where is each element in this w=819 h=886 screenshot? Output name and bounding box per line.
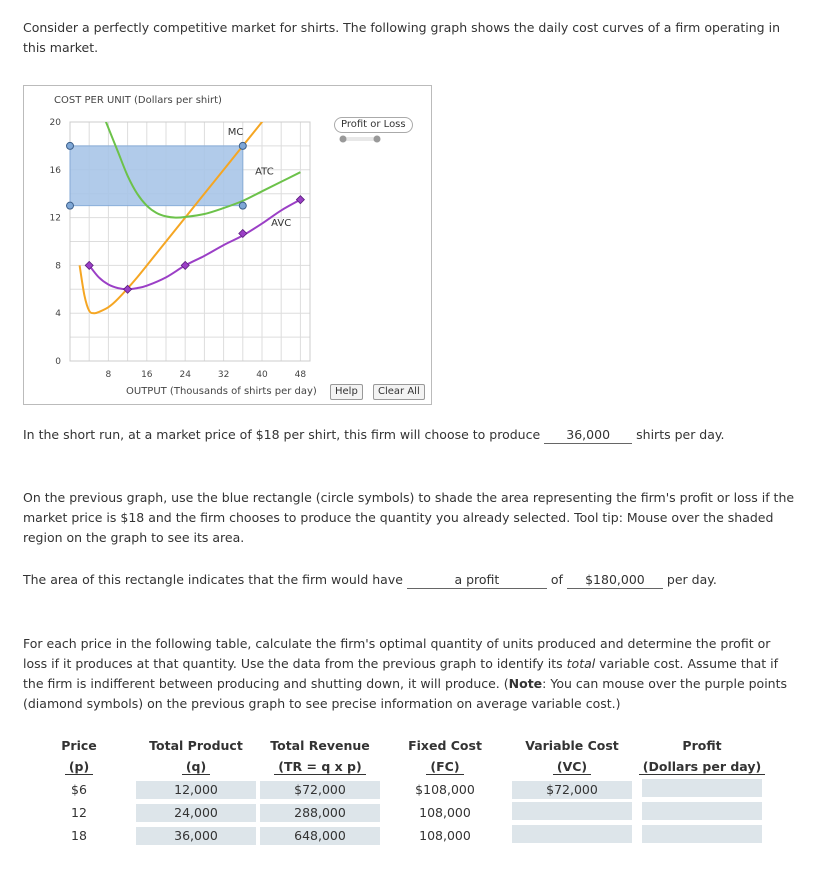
rectangle-corner-handle	[239, 202, 246, 209]
chart-svg[interactable]	[24, 86, 431, 404]
intro-text: Consider a perfectly competitive market for shirts. The following graph shows the daily cost curves of a firm operating in this market.	[23, 20, 780, 55]
table-header-top	[23, 734, 767, 756]
y-tick-label: 0	[55, 357, 61, 367]
fc-cell-wrap	[383, 824, 507, 847]
profit-input[interactable]	[642, 825, 762, 843]
x-tick-label: 32	[217, 370, 230, 380]
header-fixed-cost-unit: (FC)	[426, 759, 463, 775]
q4-text-italic: total	[566, 656, 596, 671]
table-header-bottom	[23, 756, 767, 778]
tr-cell-wrap	[257, 801, 383, 824]
profit-loss-dropdown[interactable]: a profit	[407, 572, 547, 589]
header-variable-cost-sub	[507, 756, 637, 778]
rectangle-corner-handle	[239, 142, 246, 149]
profit-input[interactable]	[642, 802, 762, 820]
profit-or-loss-tool[interactable]	[339, 135, 381, 143]
y-tick-label: 4	[55, 309, 61, 320]
header-fixed-cost-sub	[383, 756, 507, 778]
rectangle-corner-handle	[67, 142, 74, 149]
q3-suffix: per day.	[666, 572, 717, 587]
variable-cost-input[interactable]	[512, 802, 632, 820]
x-axis-label: OUTPUT (Thousands of shirts per day)	[126, 386, 317, 397]
q-cell-wrap	[135, 824, 257, 847]
q4-note-label: Note	[508, 676, 543, 691]
revenue-input[interactable]: $72,000	[260, 781, 380, 799]
avc-diamond-point	[296, 196, 304, 204]
avc-label: AVC	[271, 217, 292, 229]
variable-cost-input[interactable]: $72,000	[512, 781, 632, 799]
header-profit: Profit	[682, 737, 722, 753]
quantity-answer-field[interactable]: 36,000	[544, 427, 632, 444]
profit-rectangle	[70, 146, 243, 206]
table-row	[23, 801, 767, 824]
question-4	[23, 634, 798, 714]
quantity-input[interactable]: 24,000	[136, 804, 256, 822]
header-price: Price	[61, 737, 97, 753]
mc-label: MC	[227, 127, 244, 139]
fc-cell-wrap	[383, 778, 507, 801]
header-total-product: Total Product	[149, 737, 243, 753]
revenue-input[interactable]: 648,000	[260, 827, 380, 845]
x-tick-label: 48	[294, 370, 307, 380]
q4-text-a: For each price in the following table, calculate the firm's optimal quantity of units produced and determine the profit or loss if it produces at that quantity. Use the data from the previous graph to identify its	[23, 636, 771, 671]
y-axis-label: COST PER UNIT (Dollars per shirt)	[54, 95, 222, 106]
table-row	[23, 824, 767, 847]
header-total-revenue: Total Revenue	[270, 737, 370, 753]
profit-cell-wrap	[637, 801, 767, 824]
q4-text-b: variable cost. Assume that if the firm is indifferent between producing and shutting down, it will produce. (	[23, 656, 779, 691]
header-price-unit: (p)	[65, 759, 93, 775]
revenue-input[interactable]: 288,000	[260, 804, 380, 822]
question-2: On the previous graph, use the blue rectangle (circle symbols) to shade the area representing the firm's profit or loss if the market price is $18 and the firm chooses to produce the quantity you already selected. Tool tip: Mouse over the shaded region on the graph to see its area.	[23, 490, 795, 545]
x-tick-label: 16	[141, 370, 153, 380]
q3-middle: of	[550, 572, 563, 587]
q-cell-wrap	[135, 778, 257, 801]
q3-prefix: The area of this rectangle indicates that the firm would have	[23, 572, 403, 587]
fixed-cost-cell: 108,000	[419, 827, 471, 843]
header-fixed-cost: Fixed Cost	[408, 737, 482, 753]
quantity-input[interactable]: 36,000	[136, 827, 256, 845]
table-row	[23, 778, 767, 801]
fixed-cost-cell: 108,000	[419, 804, 471, 820]
avc-curve	[89, 200, 300, 290]
header-total-product-sub	[135, 756, 257, 778]
clear-all-button[interactable]: Clear All	[373, 384, 425, 400]
help-button[interactable]: Help	[330, 384, 363, 400]
fixed-cost-cell: $108,000	[415, 781, 475, 797]
x-tick-label: 8	[105, 370, 112, 380]
q-cell-wrap	[135, 801, 257, 824]
cost-table	[23, 734, 767, 847]
question-1	[23, 425, 803, 445]
fc-cell-wrap	[383, 801, 507, 824]
header-total-revenue-unit: (TR = q x p)	[274, 759, 365, 775]
q4-text-c: : You can mouse over the purple points (diamond symbols) on the previous graph to see precise information on average variable cost.)	[23, 676, 788, 711]
profit-cell-wrap	[637, 824, 767, 847]
header-profit-sub	[637, 756, 767, 778]
q1-suffix: shirts per day.	[636, 427, 725, 442]
y-tick-label: 20	[49, 118, 61, 128]
vc-cell-wrap	[507, 801, 637, 824]
price-cell: $6	[71, 782, 87, 797]
atc-label: ATC	[255, 166, 274, 178]
quantity-input[interactable]: 12,000	[136, 781, 256, 799]
profit-amount-field[interactable]: $180,000	[567, 572, 663, 589]
tr-cell-wrap	[257, 778, 383, 801]
header-variable-cost-unit: (VC)	[553, 759, 591, 775]
tr-cell-wrap	[257, 824, 383, 847]
profit-input[interactable]	[642, 779, 762, 797]
header-variable-cost: Variable Cost	[525, 737, 619, 753]
rectangle-corner-handle	[67, 202, 74, 209]
profit-cell-wrap	[637, 778, 767, 801]
header-total-revenue-sub	[257, 756, 383, 778]
y-tick-label: 8	[55, 261, 61, 272]
vc-cell-wrap	[507, 824, 637, 847]
q1-prefix: In the short run, at a market price of $18 per shirt, this firm will choose to produce	[23, 427, 541, 442]
x-tick-label: 40	[256, 370, 268, 380]
y-tick-label: 16	[49, 165, 61, 176]
vc-cell-wrap	[507, 778, 637, 801]
header-profit-unit: (Dollars per day)	[639, 759, 765, 775]
variable-cost-input[interactable]	[512, 825, 632, 843]
cost-curve-graph[interactable]	[23, 85, 432, 405]
y-tick-label: 12	[49, 213, 61, 224]
profit-or-loss-label: Profit or Loss	[334, 117, 413, 133]
header-total-product-unit: (q)	[182, 759, 210, 775]
x-tick-label: 24	[179, 370, 191, 380]
question-3	[23, 570, 803, 590]
header-price-sub	[23, 756, 135, 778]
price-cell: 18	[71, 828, 87, 843]
price-cell: 12	[71, 805, 87, 820]
